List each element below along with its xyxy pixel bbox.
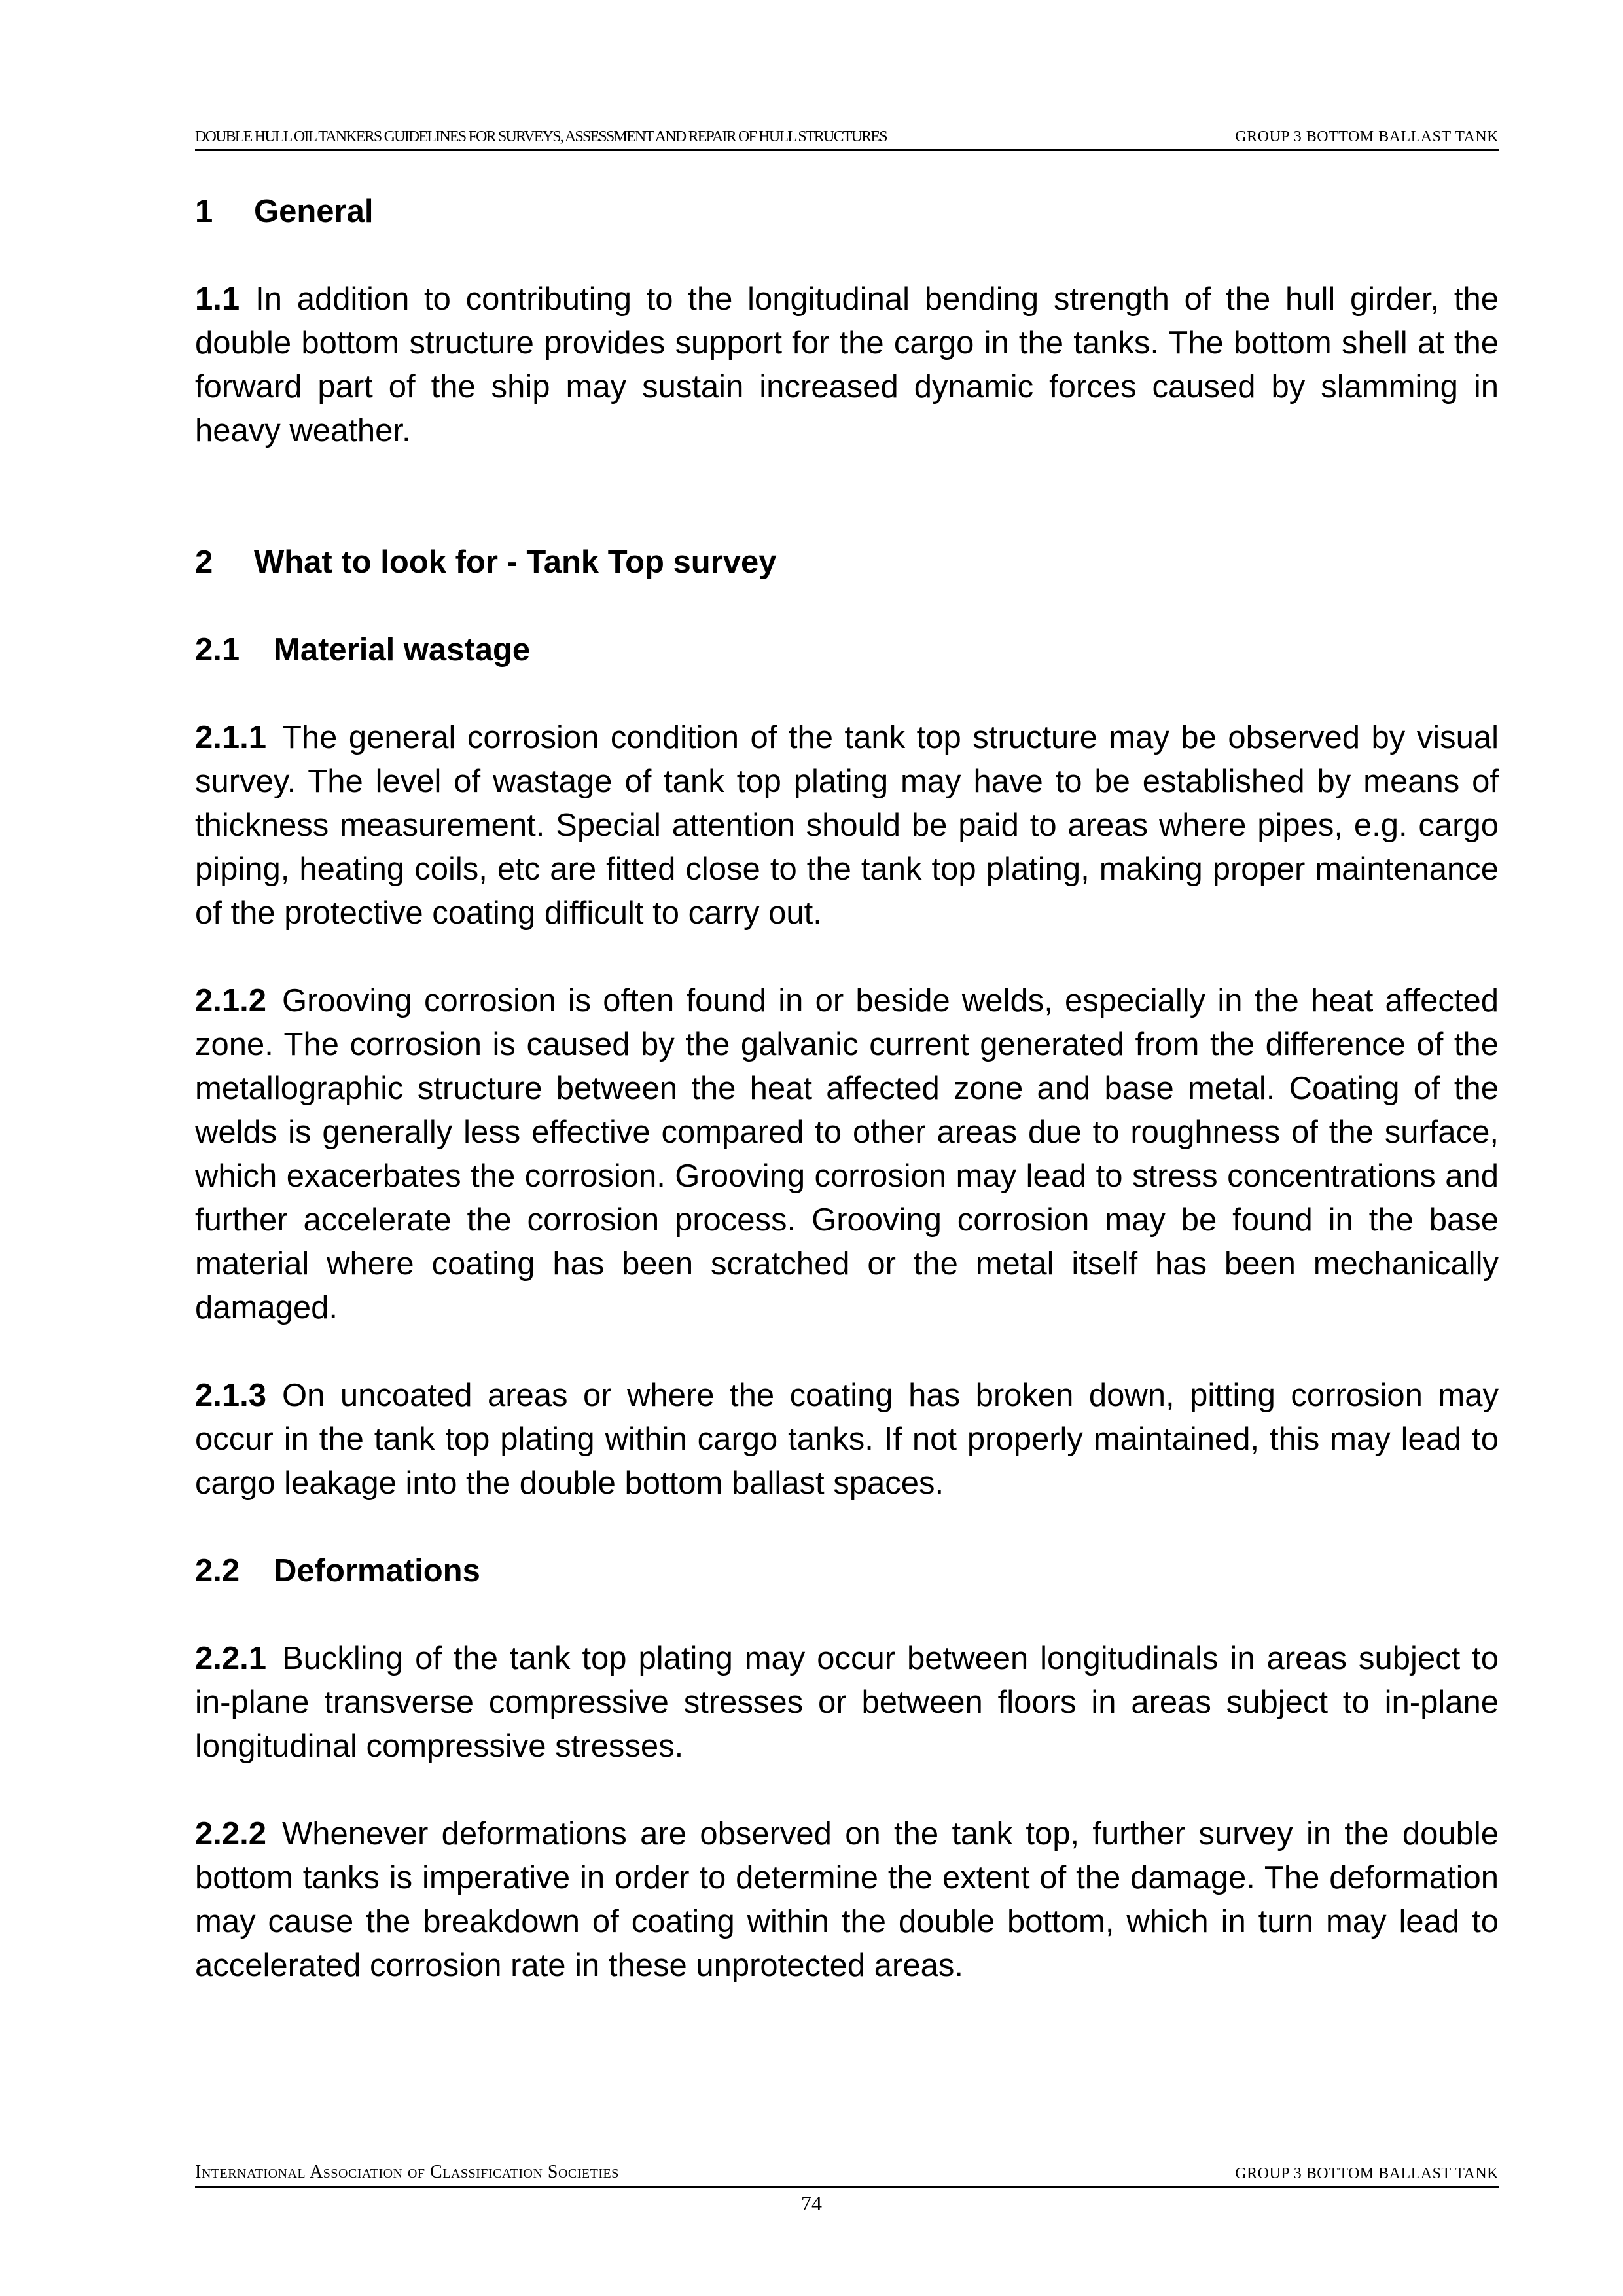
paragraph-number: 1.1	[195, 281, 240, 317]
paragraph-number: 2.1.3	[195, 1378, 266, 1413]
document-body	[195, 190, 1499, 1988]
section-title: What to look for - Tank Top survey	[254, 545, 777, 580]
paragraph-text: Buckling of the tank top plating may occur between longitudinals in areas subject to in-plane transverse compressive stresses or between floors in areas subject to in-plane longitudinal compressive stresses.	[195, 1641, 1499, 1764]
paragraph-text: Whenever deformations are observed on the tank top, further survey in the double bottom tanks is imperative in order to determine the extent of the damage. The deformation may cause the breakdown of coating within the double bottom, which in turn may lead to accelerated corrosion rate in these unprotected areas.	[195, 1816, 1499, 1983]
section-1-heading	[195, 190, 1499, 234]
section-number: 2	[195, 545, 213, 580]
page-header	[195, 126, 1499, 151]
header-section-title: GROUP 3 BOTTOM BALLAST TANK	[1235, 128, 1499, 145]
section-2-1-heading	[195, 628, 1499, 672]
paragraph-2-1-2	[195, 979, 1499, 1330]
paragraph-text: Grooving corrosion is often found in or beside welds, especially in the heat affected zone. The corrosion is caused by the galvanic current generated from the difference of the metallographic structure between the heat affected zone and base metal. Coating of the welds is generally less effective compared to other areas due to roughness of the surface, which exacerbates the corrosion. Grooving corrosion may lead to stress concentrations and further accelerate the corrosion process. Grooving corrosion may be found in the base material where coating has been scratched or the metal itself has been mechanically damaged.	[195, 983, 1499, 1325]
paragraph-number: 2.1.2	[195, 983, 266, 1018]
paragraph-number: 2.2.2	[195, 1816, 266, 1852]
paragraph-number: 2.2.1	[195, 1641, 266, 1676]
section-2-2-heading	[195, 1549, 1499, 1593]
page-footer	[195, 2160, 1499, 2188]
paragraph-1-1	[195, 278, 1499, 453]
section-number: 1	[195, 194, 213, 229]
section-number: 2.2	[195, 1553, 240, 1588]
paragraph-text: On uncoated areas or where the coating has broken down, pitting corrosion may occur in the tank top plating within cargo tanks. If not properly maintained, this may lead to cargo leakage into the double bottom ballast spaces.	[195, 1378, 1499, 1501]
paragraph-2-2-1	[195, 1637, 1499, 1768]
paragraph-number: 2.1.1	[195, 720, 266, 755]
section-title: General	[254, 194, 374, 229]
header-document-title: DOUBLE HULL OIL TANKERS GUIDELINES FOR SURVEYS, ASSESSMENT AND REPAIR OF HULL STRUCTURES	[195, 128, 887, 145]
paragraph-2-1-3	[195, 1374, 1499, 1505]
section-title: Material wastage	[274, 632, 531, 668]
footer-section-title: GROUP 3 BOTTOM BALLAST TANK	[1235, 2165, 1499, 2182]
paragraph-text: The general corrosion condition of the tank top structure may be observed by visual survey. The level of wastage of tank top plating may have to be established by means of thickness measurement. Special attention should be paid to areas where pipes, e.g. cargo piping, heating coils, etc are fitted close to the tank top plating, making proper maintenance of the protective coating difficult to carry out.	[195, 720, 1499, 931]
paragraph-text: In addition to contributing to the longitudinal bending strength of the hull girder, the double bottom structure provides support for the cargo in the tanks. The bottom shell at the forward part of the ship may sustain increased dynamic forces caused by slamming in heavy weather.	[195, 281, 1499, 448]
section-title: Deformations	[274, 1553, 480, 1588]
footer-organization: International Association of Classification Societies	[195, 2162, 619, 2182]
section-2-heading	[195, 541, 1499, 584]
section-number: 2.1	[195, 632, 240, 668]
paragraph-2-2-2	[195, 1812, 1499, 1988]
page-number: 74	[801, 2191, 822, 2215]
paragraph-2-1-1	[195, 716, 1499, 935]
